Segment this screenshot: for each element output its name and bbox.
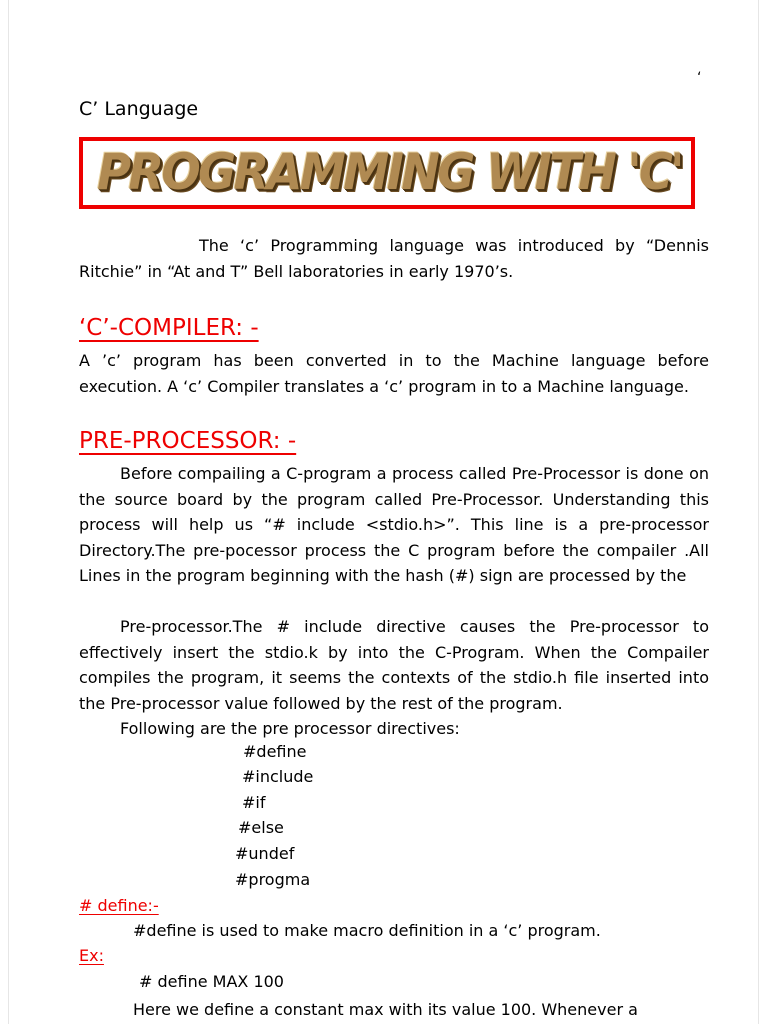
directives-intro: Following are the pre processor directives:	[120, 719, 460, 738]
preprocessor-heading: PRE-PROCESSOR: -	[79, 428, 297, 454]
intro-paragraph: The ‘c’ Programming language was introduced by “Dennis Ritchie” in “At and T” Bell laboratories in early 1970’s.	[79, 236, 709, 281]
define-description: #define is used to make macro definition in a ‘c’ program.	[133, 921, 601, 940]
example-label: Ex:	[79, 946, 104, 965]
preprocessor-paragraph-2: Pre-processor.The # include directive causes the Pre-processor to effectively insert the stdio.k by into the C-Program. When the Compailer compiles the program, it seems the contexts of the stdio.h file inserted into the Pre-processor value followed by the rest of the program.	[79, 617, 709, 713]
directive-else: #else	[238, 818, 284, 837]
compiler-heading: ‘C’-COMPILER: -	[79, 315, 259, 341]
compiler-paragraph: A ’c’ program has been converted in to the Machine language before execution. A ‘c’ Compiler translates a ‘c’ program in to a Machine language.	[79, 351, 709, 396]
banner-title: PROGRAMMING WITH 'C'	[97, 143, 682, 201]
page-edge-right	[758, 0, 759, 1024]
directive-include: #include	[242, 767, 314, 786]
corner-mark: ‘	[697, 70, 702, 86]
title-banner	[79, 137, 695, 209]
page-edge-left	[8, 0, 9, 1024]
directive-progma: #progma	[235, 870, 311, 889]
example-code: # define MAX 100	[139, 972, 284, 991]
directive-undef: #undef	[235, 844, 295, 863]
directive-define: #define	[243, 742, 307, 761]
define-label: # define:-	[79, 896, 159, 915]
document-header: C’ Language	[79, 98, 199, 120]
example-description: Here we define a constant max with its value 100. Whenever a	[133, 1000, 638, 1019]
preprocessor-paragraph-1: Before compailing a C-program a process called Pre-Processor is done on the source board by the program called Pre-Processor. Understanding this process will help us “# include <stdio.h>”. This line is a pre-processor Directory.The pre-pocessor process the C program before the compailer .All Lines in the program beginning with the hash (#) sign are processed by the	[79, 464, 709, 586]
directive-if: #if	[242, 793, 266, 812]
